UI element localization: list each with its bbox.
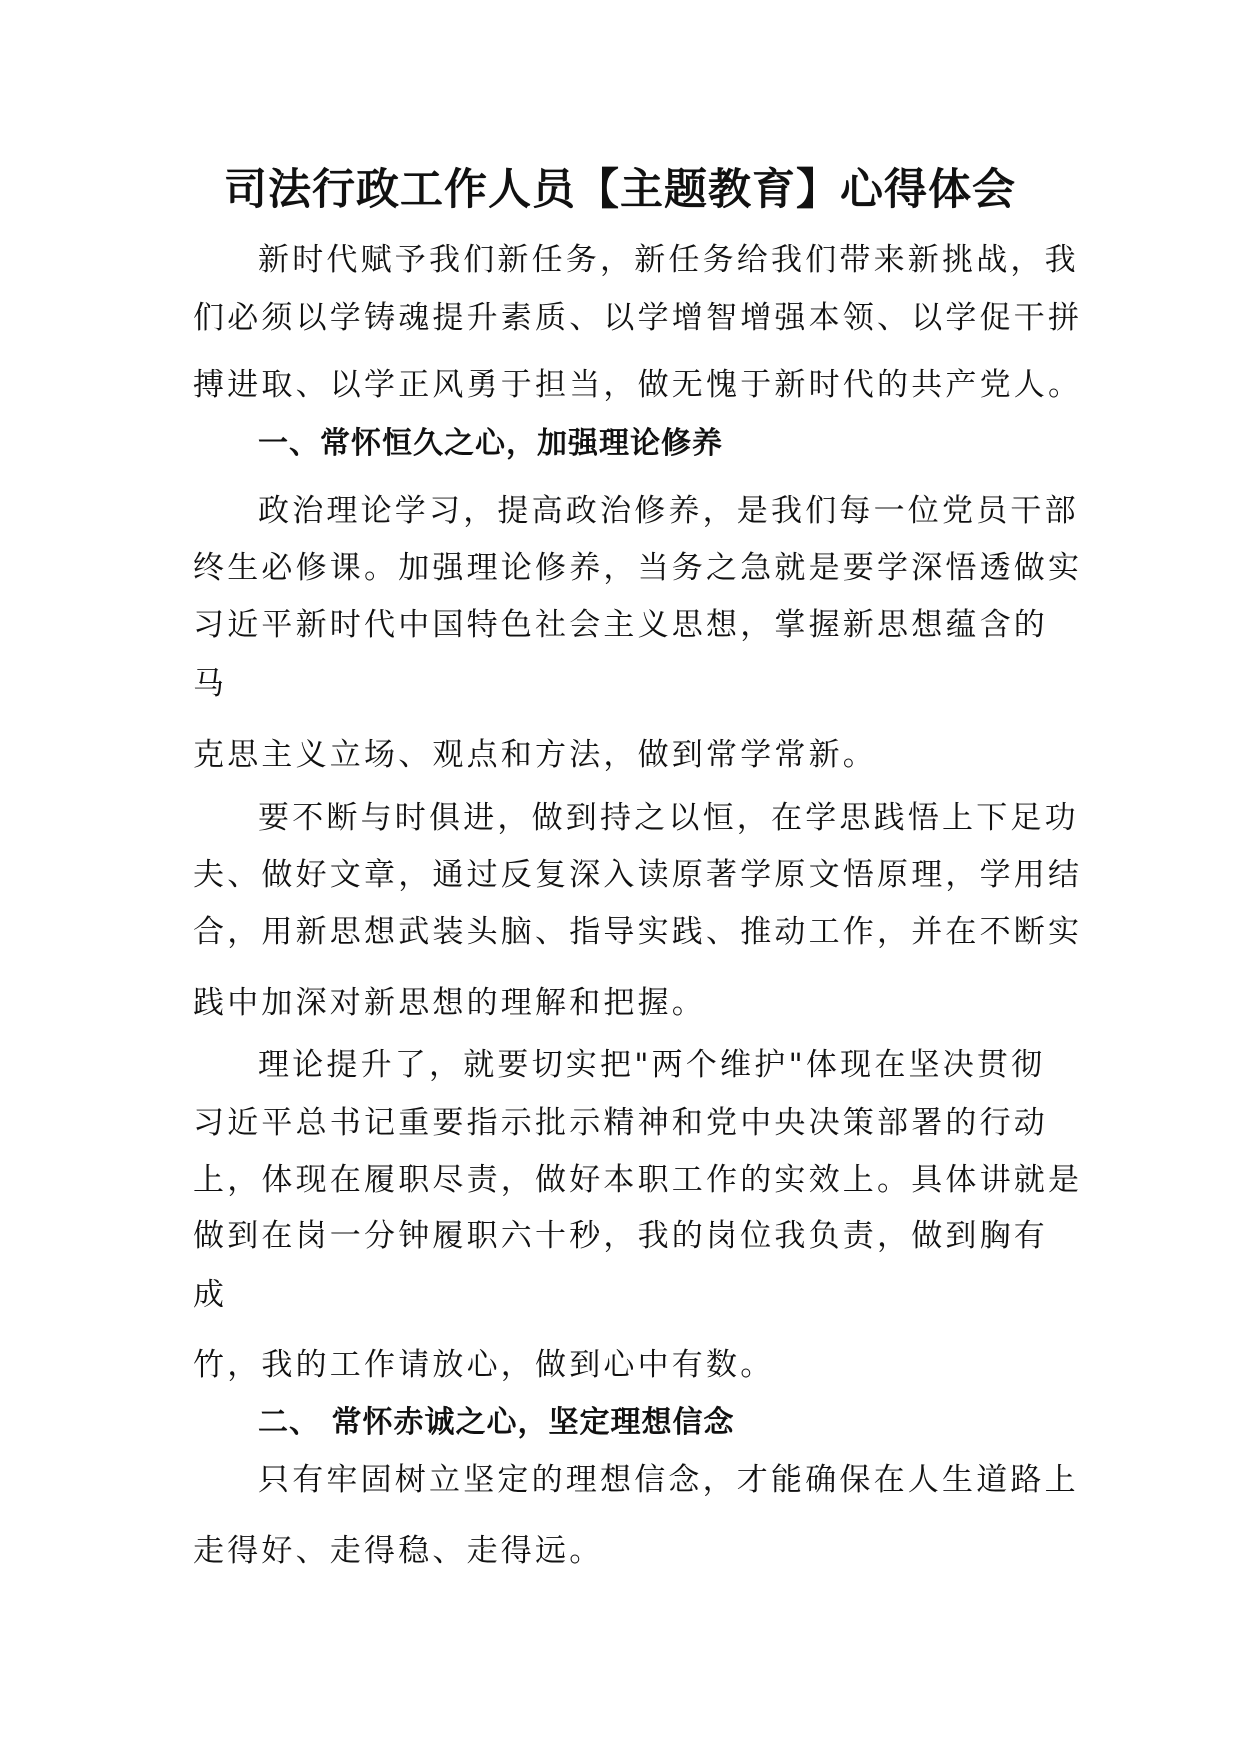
paragraph-line: 终生必修课。加强理论修养，当务之急就是要学深悟透做实 <box>193 550 1083 586</box>
paragraph-line: 搏进取、以学正风勇于担当，做无愧于新时代的共产党人。 <box>193 367 1083 403</box>
paragraph-line: 要不断与时俱进，做到持之以恒，在学思践悟上下足功 <box>258 800 1079 836</box>
paragraph-line: 们必须以学铸魂提升素质、以学增智增强本领、以学促干拼 <box>193 300 1083 336</box>
paragraph-line: 新时代赋予我们新任务，新任务给我们带来新挑战，我 <box>258 242 1079 278</box>
paragraph-line: 做到在岗一分钟履职六十秒，我的岗位我负责，做到胸有 <box>193 1218 1048 1254</box>
paragraph-line: 践中加深对新思想的理解和把握。 <box>193 985 706 1021</box>
section-heading: 二、 常怀赤诚之心，坚定理想信念 <box>258 1405 735 1440</box>
paragraph-line: 习近平新时代中国特色社会主义思想，掌握新思想蕴含的 <box>193 607 1048 643</box>
paragraph-line: 上，体现在履职尽责，做好本职工作的实效上。具体讲就是 <box>193 1162 1083 1198</box>
paragraph-line: 理论提升了，就要切实把"两个维护"体现在坚决贯彻 <box>258 1047 1046 1083</box>
paragraph-line: 走得好、走得稳、走得远。 <box>193 1533 604 1569</box>
paragraph-line: 竹，我的工作请放心，做到心中有数。 <box>193 1347 775 1383</box>
paragraph-line: 政治理论学习，提高政治修养，是我们每一位党员干部 <box>258 493 1079 529</box>
paragraph-line: 合，用新思想武装头脑、指导实践、推动工作，并在不断实 <box>193 914 1083 950</box>
paragraph-line: 成 <box>193 1277 228 1313</box>
paragraph-line: 只有牢固树立坚定的理想信念，才能确保在人生道路上 <box>258 1462 1079 1498</box>
paragraph-line: 夫、做好文章，通过反复深入读原著学原文悟原理，学用结 <box>193 857 1083 893</box>
paragraph-line: 习近平总书记重要指示批示精神和党中央决策部署的行动 <box>193 1105 1048 1141</box>
paragraph-line: 马 <box>193 666 228 702</box>
paragraph-line: 克思主义立场、观点和方法，做到常学常新。 <box>193 737 877 773</box>
section-heading: 一、常怀恒久之心，加强理论修养 <box>258 426 723 461</box>
document-title: 司法行政工作人员【主题教育】心得体会 <box>224 165 1016 215</box>
